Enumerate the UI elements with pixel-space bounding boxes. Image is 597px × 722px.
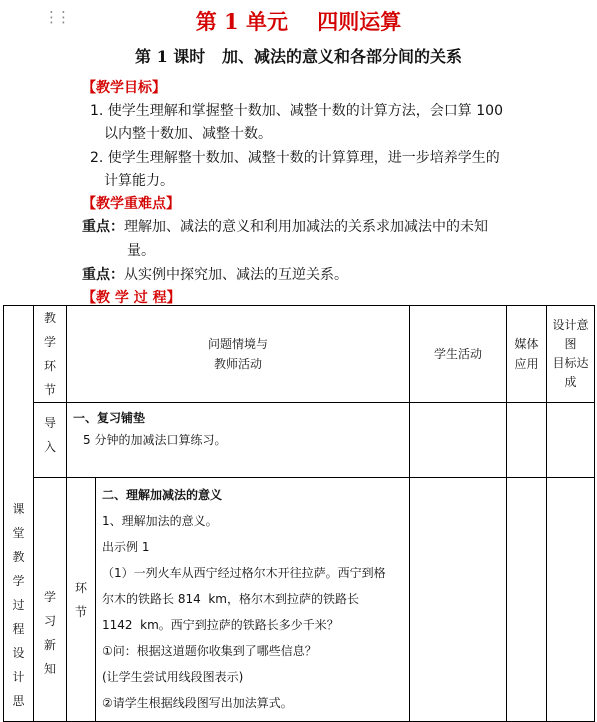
new-knowledge-activity-cell (96, 478, 410, 722)
activity-column-header: 问题情境与 教师活动 (67, 306, 410, 403)
sub-phase-label: 环 节 (67, 478, 96, 722)
intro-activity-cell (67, 403, 410, 478)
key-point-text: 理解加、减法的意义和利用加减法的关系求加减法中的未知 (124, 219, 488, 235)
media-cell (507, 478, 547, 722)
process-heading: 【教 学 过 程】 (82, 290, 181, 306)
objective-line: 1. 使学生理解和掌握整十数加、减整十数的计算方法，会口算 100 (90, 103, 503, 119)
activity-line: ①问：根据这道题你收集到了哪些信息？ (102, 644, 317, 658)
key-point-text: 从实例中探究加、减法的互逆关系。 (124, 267, 348, 283)
objective-line: 以内整十数加、减整十数。 (104, 126, 272, 142)
phase-new-knowledge: 学 习 新 知 (34, 478, 67, 722)
activity-line: 出示例 1 (102, 540, 150, 554)
lesson-title: 第 1 课时 加、减法的意义和各部分间的关系 (135, 47, 462, 66)
activity-line: (让学生尝试用线段图表示) (102, 670, 244, 684)
media-cell (507, 403, 547, 478)
phase-column-header: 教 学 环 节 (34, 306, 67, 403)
key-point-continuation: 量。 (127, 243, 155, 259)
activity-line: （1）一列火车从西宁经过格尔木开往拉萨。西宁到格 (102, 566, 386, 580)
activity-line: ②请学生根据线段图写出加法算式。 (102, 696, 293, 710)
objective-line: 计算能力。 (104, 173, 174, 189)
section-heading: 一、复习铺垫 (73, 411, 146, 425)
student-activity-cell (410, 478, 507, 722)
key-point-label: 重点： (82, 219, 124, 235)
design-cell (547, 478, 595, 722)
activity-line: 5 分钟的加减法口算练习。 (83, 433, 227, 447)
design-column-header: 设计意 图 目标达 成 (547, 306, 595, 403)
drag-handle-icon[interactable]: ⋮⋮ (44, 8, 68, 26)
key-points-heading: 【教学重难点】 (82, 196, 180, 212)
student-column-header: 学生活动 (410, 306, 507, 403)
objectives-heading: 【教学目标】 (82, 80, 166, 96)
design-cell (547, 403, 595, 478)
activity-line: 尔木的铁路长 814 km，格尔木到拉萨的铁路长 (102, 592, 359, 606)
activity-line: 1、理解加法的意义。 (102, 514, 218, 528)
teaching-process-table (3, 305, 595, 722)
student-activity-cell (410, 403, 507, 478)
process-side-label: 课 堂 教 学 过 程 设 计 思 (4, 306, 34, 722)
unit-title: 第 1 单元 四则运算 (195, 9, 402, 34)
activity-line: 1142 km。西宁到拉萨的铁路长多少千米？ (102, 618, 339, 632)
media-column-header: 媒体 应用 (507, 306, 547, 403)
objective-line: 2. 使学生理解整十数加、减整十数的计算算理，进一步培养学生的 (90, 150, 500, 166)
key-point-label: 重点： (82, 267, 124, 283)
key-point-line (82, 264, 348, 284)
section-heading: 二、理解加减法的意义 (102, 488, 223, 502)
key-point-line (82, 216, 488, 236)
phase-intro: 导 入 (34, 403, 67, 478)
